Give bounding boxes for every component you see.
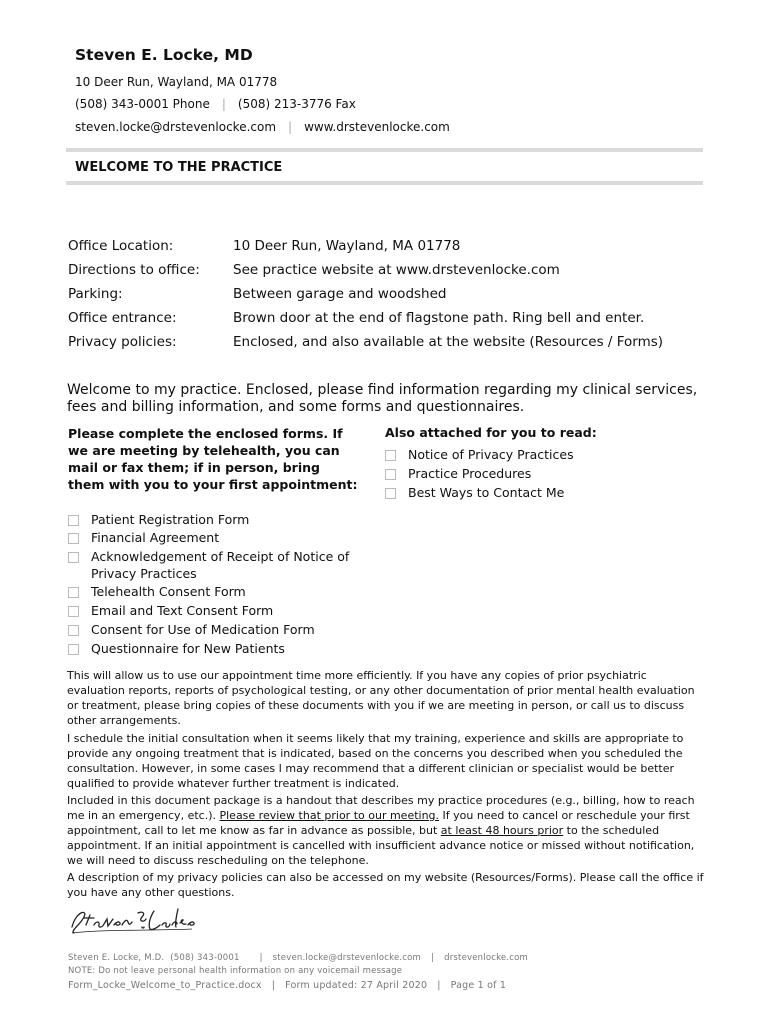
info-label-entrance: Office entrance: bbox=[68, 310, 177, 326]
doctor-name: Steven E. Locke, MD bbox=[75, 46, 253, 64]
info-value-parking: Between garage and woodshed bbox=[233, 286, 447, 302]
form-checkbox-item[interactable] bbox=[68, 511, 358, 528]
checkbox-icon[interactable] bbox=[68, 552, 79, 563]
footer-site[interactable]: drstevenlocke.com bbox=[444, 953, 528, 963]
footer-updated: Form updated: 27 April 2020 bbox=[285, 980, 428, 991]
checkbox-label: Patient Registration Form bbox=[91, 512, 250, 527]
header-contact-line bbox=[75, 120, 450, 134]
checkbox-label: Notice of Privacy Practices bbox=[408, 447, 574, 462]
paragraph-privacy: A description of my privacy policies can also be accessed on my website (Resources/Forms). Please call the office if you have any other questions. bbox=[67, 871, 704, 899]
form-checkbox-item[interactable] bbox=[68, 548, 358, 582]
checkbox-icon[interactable] bbox=[68, 625, 79, 636]
footer-page: Page 1 of 1 bbox=[450, 980, 507, 991]
checkbox-label: Questionnaire for New Patients bbox=[91, 641, 285, 656]
checkbox-label: Best Ways to Contact Me bbox=[408, 485, 565, 500]
form-checkbox-item[interactable] bbox=[68, 529, 358, 546]
checkbox-label: Practice Procedures bbox=[408, 466, 532, 481]
attached-checkbox-item[interactable] bbox=[385, 465, 531, 482]
separator: | bbox=[288, 120, 293, 134]
footer-note: NOTE: Do not leave personal health information on any voicemail message bbox=[68, 966, 403, 976]
separator: | bbox=[271, 980, 276, 991]
bottom-divider bbox=[66, 181, 703, 185]
footer-file: Form_Locke_Welcome_to_Practice.docx bbox=[68, 980, 262, 991]
info-value-privacy: Enclosed, and also available at the website (Resources / Forms) bbox=[233, 334, 664, 350]
para-text: If you need to cancel or reschedule your first appointment, call to let me know as far in advance as possible, but bbox=[67, 809, 690, 837]
checkbox-icon[interactable] bbox=[385, 450, 396, 461]
checkbox-icon[interactable] bbox=[68, 606, 79, 617]
checkbox-label: Financial Agreement bbox=[91, 530, 220, 545]
header-fax: (508) 213-3776 Fax bbox=[237, 97, 356, 111]
footer-name: Steven E. Locke, M.D. bbox=[68, 953, 165, 963]
info-label-directions: Directions to office: bbox=[68, 262, 200, 278]
header-phone-line bbox=[75, 97, 356, 111]
header-website[interactable]: www.drstevenlocke.com bbox=[304, 120, 450, 134]
checkbox-icon[interactable] bbox=[68, 587, 79, 598]
separator: | bbox=[437, 980, 441, 991]
welcome-title: WELCOME TO THE PRACTICE bbox=[75, 160, 283, 175]
info-value-directions: See practice website at www.drstevenlocke.com bbox=[233, 262, 560, 278]
header-address: 10 Deer Run, Wayland, MA 01778 bbox=[75, 75, 278, 89]
attached-checkbox-item[interactable] bbox=[385, 446, 574, 463]
separator: | bbox=[259, 953, 263, 963]
form-checkbox-item[interactable] bbox=[68, 583, 358, 600]
info-label-parking: Parking: bbox=[68, 286, 123, 302]
checkbox-label: Acknowledgement of Receipt of Notice of Privacy Practices bbox=[91, 549, 350, 581]
header-phone: (508) 343-0001 Phone bbox=[75, 97, 210, 111]
signature-image bbox=[68, 903, 198, 937]
footer-phone: (508) 343-0001 bbox=[170, 953, 240, 963]
footer-file-line bbox=[68, 980, 506, 991]
footer-email[interactable]: steven.locke@drstevenlocke.com bbox=[272, 953, 422, 963]
separator: | bbox=[221, 97, 226, 111]
info-value-entrance: Brown door at the end of flagstone path. Ring bell and enter. bbox=[233, 310, 645, 326]
paragraph-procedures bbox=[67, 793, 707, 868]
forms-heading: Please complete the enclosed forms. If we are meeting by telehealth, you can mail or fax them; if in person, bring them with you to your first appointment: bbox=[68, 426, 358, 492]
form-checkbox-item[interactable] bbox=[68, 640, 358, 657]
para-text: Included in this document package is a handout that describes my practice procedures (e.g., billing, how to reach me in an emergency, etc.). bbox=[67, 794, 695, 822]
info-value-location: 10 Deer Run, Wayland, MA 01778 bbox=[233, 238, 461, 254]
checkbox-label: Consent for Use of Medication Form bbox=[91, 622, 315, 637]
info-label-location: Office Location: bbox=[68, 238, 174, 254]
paragraph-consultation: I schedule the initial consultation when it seems likely that my training, experience and skills are appropriate to provide any ongoing treatment that is indicated, based on the concerns you described when you scheduled the consultation. However, in some cases I may recommend that a different clinician or specialist would be better qualified to provide whatever further treatment is indicated. bbox=[67, 732, 684, 790]
footer-contact bbox=[68, 953, 528, 963]
form-checkbox-item[interactable] bbox=[68, 621, 358, 638]
intro-paragraph: Welcome to my practice. Enclosed, please find information regarding my clinical services, fees and billing information, and some forms and questionnaires. bbox=[67, 382, 698, 415]
header-email[interactable]: steven.locke@drstevenlocke.com bbox=[75, 120, 277, 134]
checkbox-label: Telehealth Consent Form bbox=[91, 584, 246, 599]
paragraph-documents: This will allow us to use our appointment time more efficiently. If you have any copies of prior psychiatric evaluation reports, reports of psychological testing, or any other documentation of prior mental health evaluation or treatment, please bring copies of these documents with you if we are meeting in person, or call us to discuss other arrangements. bbox=[67, 669, 695, 727]
separator: | bbox=[431, 953, 435, 963]
checkbox-icon[interactable] bbox=[68, 533, 79, 544]
checkbox-icon[interactable] bbox=[385, 488, 396, 499]
para-underlined-text: at least 48 hours prior bbox=[440, 824, 564, 837]
checkbox-icon[interactable] bbox=[385, 469, 396, 480]
top-divider bbox=[66, 148, 703, 152]
attached-heading: Also attached for you to read: bbox=[385, 425, 597, 440]
signature bbox=[68, 903, 198, 941]
info-label-privacy: Privacy policies: bbox=[68, 334, 177, 350]
para-underlined-text: Please review that prior to our meeting. bbox=[219, 809, 440, 822]
attached-checkbox-item[interactable] bbox=[385, 484, 564, 501]
checkbox-label: Email and Text Consent Form bbox=[91, 603, 274, 618]
checkbox-icon[interactable] bbox=[68, 644, 79, 655]
para-text: to the scheduled appointment. If an initial appointment is cancelled with insufficient advance notice or missed without notification, we will need to discuss rescheduling on the telephone. bbox=[67, 824, 695, 867]
checkbox-icon[interactable] bbox=[68, 515, 79, 526]
form-checkbox-item[interactable] bbox=[68, 602, 358, 619]
